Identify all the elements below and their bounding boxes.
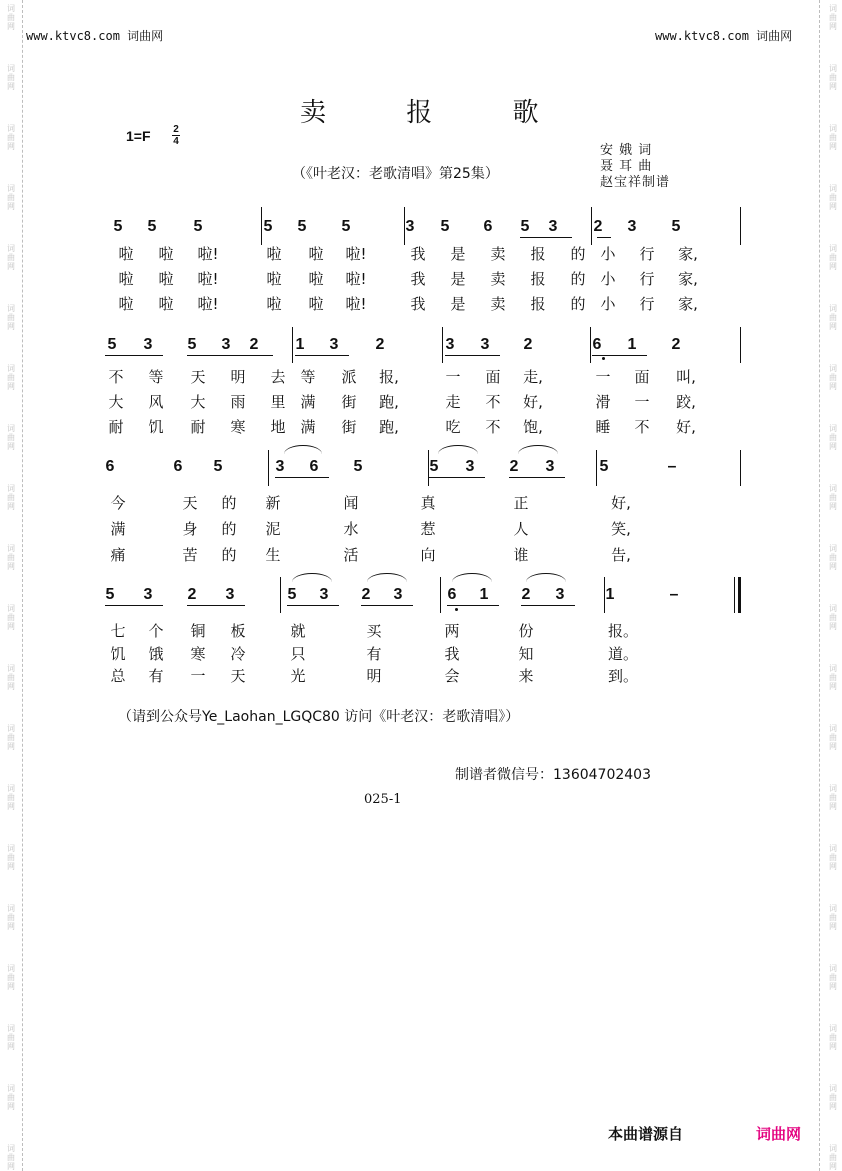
lyric-char: 行: [639, 245, 655, 263]
jianpu-note: 3: [143, 586, 153, 603]
lyric-char: 等: [300, 368, 316, 386]
jianpu-note: 3: [465, 458, 475, 475]
jianpu-note: 5: [263, 218, 273, 235]
lyric-char: 是: [450, 245, 466, 263]
final-barline: [734, 577, 735, 613]
lyric-char: 告,: [611, 546, 631, 564]
lyric-char: 的: [570, 245, 586, 263]
lyric-char: 饥: [148, 418, 164, 436]
watermark-text: 词曲网: [7, 964, 15, 991]
jianpu-note: 1: [627, 336, 637, 353]
lyric-char: 报,: [379, 368, 399, 386]
jianpu-note: 3: [319, 586, 329, 603]
lyric-char: 痛: [110, 546, 126, 564]
watermark-text: 词曲网: [7, 244, 15, 271]
lyric-char: 家,: [678, 245, 698, 263]
lyric-char: 睡: [595, 418, 611, 436]
lyric-char: 啦!: [345, 295, 367, 313]
watermark-text: 词曲网: [7, 604, 15, 631]
jianpu-note: 3: [275, 458, 285, 475]
lyric-char: 啦!: [197, 245, 219, 263]
barline: [740, 207, 741, 245]
lyric-char: 跑,: [379, 393, 399, 411]
watermark-text: 词曲网: [7, 364, 15, 391]
jianpu-note: 2: [593, 218, 603, 235]
lyric-char: 叫,: [676, 368, 696, 386]
slur: [292, 573, 332, 582]
slur: [284, 445, 322, 454]
jianpu-note: 5: [520, 218, 530, 235]
watermark-text: 词曲网: [829, 964, 837, 991]
lyric-char: 不: [485, 418, 501, 436]
barline: [740, 450, 741, 486]
lyric-char: 面: [485, 368, 501, 386]
jianpu-note: 5: [671, 218, 681, 235]
watermark-text: 词曲网: [829, 364, 837, 391]
barline: [604, 577, 605, 613]
beam-underline: [105, 355, 163, 356]
beam-underline: [105, 605, 163, 606]
watermark-text: 词曲网: [7, 484, 15, 511]
composer-credit: 聂 耳 曲: [600, 159, 653, 174]
lyric-char: 家,: [678, 270, 698, 288]
arranger-credit: 赵宝祥制谱: [600, 175, 671, 190]
lyric-char: 雨: [230, 393, 246, 411]
lyric-char: 冷: [230, 645, 246, 663]
lyric-char: 一: [595, 368, 611, 386]
lyric-char: 寒: [190, 645, 206, 663]
lyric-char: 向: [420, 546, 436, 564]
jianpu-note: 2: [523, 336, 533, 353]
watermark-text: 词曲网: [829, 1144, 837, 1171]
lyric-char: 总: [110, 667, 126, 685]
lyric-char: 啦: [266, 295, 282, 313]
beam-underline: [295, 355, 349, 356]
lyric-char: 满: [110, 520, 126, 538]
header-site-left[interactable]: www.ktvc8.com 词曲网: [26, 29, 164, 43]
watermark-text: 词曲网: [7, 184, 15, 211]
watermark-text: 词曲网: [7, 664, 15, 691]
lyric-char: 个: [148, 622, 164, 640]
footer-note: （请到公众号Ye_Laohan_LGQC80 访问《叶老汉：老歌清唱》）: [118, 709, 520, 725]
lyric-char: 啦: [158, 295, 174, 313]
octave-dot: [455, 608, 458, 611]
lyric-char: 街: [341, 393, 357, 411]
jianpu-note: 3: [548, 218, 558, 235]
beam-underline: [287, 605, 339, 606]
watermark-text: 词曲网: [829, 1084, 837, 1111]
jianpu-note: 3: [545, 458, 555, 475]
jianpu-note: 1: [605, 586, 615, 603]
lyric-char: 行: [639, 295, 655, 313]
lyric-char: 真: [420, 494, 436, 512]
lyric-char: 吃: [445, 418, 461, 436]
watermark-text: 词曲网: [7, 4, 15, 31]
watermark-text: 词曲网: [829, 484, 837, 511]
barline: [440, 577, 441, 613]
watermark-text: 词曲网: [829, 904, 837, 931]
lyric-char: 报: [530, 245, 546, 263]
jianpu-note: 3: [555, 586, 565, 603]
lyric-char: 是: [450, 270, 466, 288]
lyric-char: 耐: [190, 418, 206, 436]
jianpu-note: 3: [221, 336, 231, 353]
jianpu-note: 3: [405, 218, 415, 235]
lyric-char: 报: [530, 270, 546, 288]
lyric-char: 会: [444, 667, 460, 685]
jianpu-note: 5: [353, 458, 363, 475]
lyric-char: 走,: [523, 368, 543, 386]
lyric-char: 满: [300, 418, 316, 436]
lyric-char: 的: [570, 295, 586, 313]
lyric-char: 知: [518, 645, 534, 663]
lyric-char: 卖: [490, 270, 506, 288]
watermark-text: 词曲网: [829, 724, 837, 751]
lyric-char: 谁: [513, 546, 529, 564]
lyric-char: 明: [230, 368, 246, 386]
watermark-text: 词曲网: [7, 844, 15, 871]
watermark-text: 词曲网: [7, 1024, 15, 1051]
jianpu-note: –: [669, 586, 679, 603]
lyric-char: 正: [513, 494, 529, 512]
lyric-char: 活: [343, 546, 359, 564]
jianpu-note: 2: [509, 458, 519, 475]
jianpu-note: 2: [375, 336, 385, 353]
jianpu-note: 5: [193, 218, 203, 235]
jianpu-note: 2: [249, 336, 259, 353]
lyric-char: 地: [270, 418, 286, 436]
watermark-text: 词曲网: [7, 424, 15, 451]
jianpu-note: 2: [671, 336, 681, 353]
watermark-text: 词曲网: [829, 244, 837, 271]
lyric-char: 一: [634, 393, 650, 411]
lyric-char: 我: [444, 645, 460, 663]
lyric-char: 去: [270, 368, 286, 386]
credits: [600, 143, 670, 191]
jianpu-note: 3: [480, 336, 490, 353]
lyric-char: 苦: [182, 546, 198, 564]
beam-underline: [275, 477, 329, 478]
header-site-right[interactable]: www.ktvc8.com 词曲网: [655, 29, 793, 43]
lyric-char: 买: [366, 622, 382, 640]
lyric-char: 道。: [608, 645, 639, 663]
wechat-contact: 制谱者微信号：13604702403: [455, 767, 651, 783]
lyric-char: 份: [518, 622, 534, 640]
watermark-text: 词曲网: [7, 544, 15, 571]
watermark-text: 词曲网: [7, 124, 15, 151]
jianpu-note: 2: [187, 586, 197, 603]
jianpu-note: 5: [440, 218, 450, 235]
lyric-char: 天: [230, 667, 246, 685]
lyric-char: 饿: [148, 645, 164, 663]
lyric-char: 家,: [678, 295, 698, 313]
lyric-char: 耐: [108, 418, 124, 436]
key-signature: 1=F: [126, 128, 151, 144]
lyric-char: 满: [300, 393, 316, 411]
lyric-char: 惹: [420, 520, 436, 538]
lyric-char: 我: [410, 270, 426, 288]
lyric-char: 寒: [230, 418, 246, 436]
lyric-char: 板: [230, 622, 246, 640]
barline: [591, 207, 592, 245]
lyric-char: 小: [600, 295, 616, 313]
jianpu-note: 1: [479, 586, 489, 603]
lyric-char: 今: [110, 494, 126, 512]
lyric-char: 铜: [190, 622, 206, 640]
lyric-char: 饱,: [523, 418, 543, 436]
lyric-char: 走: [445, 393, 461, 411]
slur: [518, 445, 558, 454]
jianpu-note: 3: [393, 586, 403, 603]
lyric-char: 里: [270, 393, 286, 411]
lyric-char: 不: [108, 368, 124, 386]
barline: [428, 450, 429, 486]
beam-underline: [361, 605, 413, 606]
lyric-char: 有: [366, 645, 382, 663]
lyric-char: 啦: [118, 245, 134, 263]
lyric-char: 啦: [266, 245, 282, 263]
lyric-char: 两: [444, 622, 460, 640]
lyric-char: 小: [600, 245, 616, 263]
jianpu-note: –: [667, 458, 677, 475]
lyric-char: 天: [190, 368, 206, 386]
watermark-text: 词曲网: [829, 604, 837, 631]
lyric-char: 跤,: [676, 393, 696, 411]
barline: [404, 207, 405, 245]
watermark-text: 词曲网: [829, 304, 837, 331]
slur: [367, 573, 407, 582]
lyric-char: 啦: [308, 295, 324, 313]
watermark-text: 词曲网: [7, 1144, 15, 1171]
watermark-text: 词曲网: [829, 544, 837, 571]
lyric-char: 啦!: [197, 295, 219, 313]
watermark-text: 词曲网: [7, 64, 15, 91]
lyric-char: 啦: [158, 270, 174, 288]
lyric-char: 等: [148, 368, 164, 386]
lyric-char: 泥: [265, 520, 281, 538]
lyric-char: 身: [182, 520, 198, 538]
jianpu-note: 5: [287, 586, 297, 603]
lyric-char: 卖: [490, 295, 506, 313]
lyric-char: 啦!: [197, 270, 219, 288]
lyric-char: 小: [600, 270, 616, 288]
watermark-text: 词曲网: [829, 64, 837, 91]
lyric-char: 卖: [490, 245, 506, 263]
jianpu-note: 5: [107, 336, 117, 353]
lyric-char: 啦: [118, 295, 134, 313]
jianpu-note: 6: [105, 458, 115, 475]
jianpu-note: 6: [447, 586, 457, 603]
lyric-char: 来: [518, 667, 534, 685]
jianpu-note: 5: [429, 458, 439, 475]
watermark-text: 词曲网: [7, 304, 15, 331]
barline: [590, 327, 591, 363]
lyric-char: 的: [221, 520, 237, 538]
lyric-char: 有: [148, 667, 164, 685]
lyric-char: 好,: [676, 418, 696, 436]
barline: [280, 577, 281, 613]
lyric-char: 啦!: [345, 245, 367, 263]
lyric-char: 是: [450, 295, 466, 313]
lyric-char: 街: [341, 418, 357, 436]
lyric-char: 一: [445, 368, 461, 386]
jianpu-note: 2: [361, 586, 371, 603]
watermark-text: 词曲网: [829, 784, 837, 811]
lyric-char: 我: [410, 295, 426, 313]
lyric-char: 啦: [118, 270, 134, 288]
lyric-char: 生: [265, 546, 281, 564]
beam-underline: [520, 237, 572, 238]
lyric-char: 报。: [608, 622, 639, 640]
lyric-char: 跑,: [379, 418, 399, 436]
lyric-char: 面: [634, 368, 650, 386]
beam-underline: [445, 355, 500, 356]
lyric-char: 的: [570, 270, 586, 288]
subtitle: （《叶老汉：老歌清唱》第25集）: [292, 166, 499, 182]
jianpu-note: 5: [213, 458, 223, 475]
lyric-char: 的: [221, 494, 237, 512]
watermark-text: 词曲网: [7, 904, 15, 931]
lyric-char: 新: [265, 494, 281, 512]
octave-dot: [602, 357, 605, 360]
jianpu-note: 3: [143, 336, 153, 353]
time-numerator: 2: [173, 124, 179, 135]
time-denominator: 4: [173, 136, 179, 147]
watermark-text: 词曲网: [829, 124, 837, 151]
lyric-char: 啦: [158, 245, 174, 263]
jianpu-note: 5: [599, 458, 609, 475]
lyric-char: 水: [343, 520, 359, 538]
lyric-char: 行: [639, 270, 655, 288]
barline: [596, 450, 597, 486]
lyric-char: 明: [366, 667, 382, 685]
watermark-text: 词曲网: [829, 424, 837, 451]
beam-underline: [187, 355, 273, 356]
watermark-text: 词曲网: [829, 664, 837, 691]
jianpu-note: 3: [627, 218, 637, 235]
page-number: 025-1: [364, 792, 402, 807]
slur: [438, 445, 478, 454]
lyric-char: 好,: [523, 393, 543, 411]
jianpu-note: 6: [483, 218, 493, 235]
barline: [261, 207, 262, 245]
jianpu-note: 3: [225, 586, 235, 603]
lyric-char: 一: [190, 667, 206, 685]
barline: [268, 450, 269, 486]
watermark-text: 词曲网: [7, 1084, 15, 1111]
jianpu-note: 5: [187, 336, 197, 353]
jianpu-note: 6: [173, 458, 183, 475]
watermark-text: 词曲网: [7, 784, 15, 811]
jianpu-note: 5: [113, 218, 123, 235]
barline: [740, 327, 741, 363]
lyric-char: 风: [148, 393, 164, 411]
jianpu-note: 1: [295, 336, 305, 353]
lyric-char: 啦: [266, 270, 282, 288]
lyric-char: 的: [221, 546, 237, 564]
watermark-text: 词曲网: [829, 184, 837, 211]
watermark-text: 词曲网: [7, 724, 15, 751]
watermark-text: 词曲网: [829, 1024, 837, 1051]
lyric-char: 天: [182, 494, 198, 512]
lyric-char: 笑,: [611, 520, 631, 538]
lyric-char: 不: [485, 393, 501, 411]
beam-underline: [447, 605, 499, 606]
lyric-char: 啦!: [345, 270, 367, 288]
lyric-char: 报: [530, 295, 546, 313]
beam-underline: [509, 477, 565, 478]
lyric-char: 啦: [308, 245, 324, 263]
lyric-char: 派: [341, 368, 357, 386]
lyric-char: 七: [110, 622, 126, 640]
watermark-text: 词曲网: [829, 4, 837, 31]
jianpu-note: 3: [445, 336, 455, 353]
jianpu-note: 5: [105, 586, 115, 603]
watermark-text: 词曲网: [829, 844, 837, 871]
beam-underline: [597, 237, 611, 238]
final-barline-thick: [738, 577, 741, 613]
lyric-char: 大: [190, 393, 206, 411]
source-label: 本曲谱源自: [608, 1125, 684, 1143]
beam-underline: [429, 477, 485, 478]
slur: [526, 573, 566, 582]
lyric-char: 到。: [608, 667, 639, 685]
lyric-char: 闻: [343, 494, 359, 512]
beam-underline: [187, 605, 245, 606]
jianpu-note: 5: [147, 218, 157, 235]
slur: [452, 573, 492, 582]
lyric-char: 滑: [595, 393, 611, 411]
beam-underline: [521, 605, 575, 606]
lyric-char: 大: [108, 393, 124, 411]
lyric-char: 我: [410, 245, 426, 263]
lyric-char: 人: [513, 520, 529, 538]
lyric-char: 好,: [611, 494, 631, 512]
left-watermark-strip: [0, 0, 23, 1171]
barline: [442, 327, 443, 363]
beam-underline: [592, 355, 647, 356]
jianpu-note: 6: [592, 336, 602, 353]
lyric-char: 光: [290, 667, 306, 685]
lyric-char: 不: [634, 418, 650, 436]
lyric-char: 饥: [110, 645, 126, 663]
barline: [292, 327, 293, 363]
right-watermark-strip: [819, 0, 842, 1171]
song-title: 卖 报 歌: [300, 98, 575, 128]
jianpu-note: 5: [297, 218, 307, 235]
jianpu-note: 5: [341, 218, 351, 235]
lyric-char: 就: [290, 622, 306, 640]
lyricist-credit: 安 娥 词: [600, 143, 653, 158]
jianpu-note: 6: [309, 458, 319, 475]
lyric-char: 啦: [308, 270, 324, 288]
jianpu-note: 3: [329, 336, 339, 353]
lyric-char: 只: [290, 645, 306, 663]
jianpu-note: 2: [521, 586, 531, 603]
source-brand[interactable]: 词曲网: [756, 1125, 802, 1143]
time-signature: [170, 124, 182, 147]
